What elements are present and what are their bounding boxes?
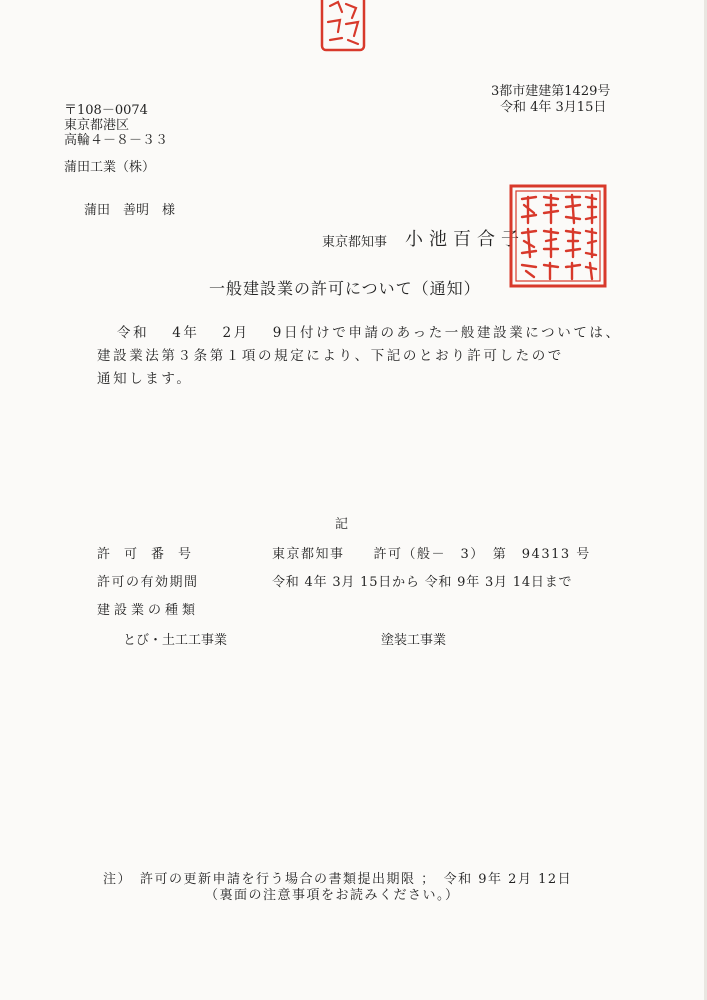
document-number: 3都市建建第1429号 (491, 84, 611, 99)
recipient-company: 蒲田工業（株） (64, 160, 156, 175)
validity-period-value: 令和 4年 3月 15日から 令和 9年 3月 14日まで (272, 575, 573, 590)
record-heading: 記 (335, 517, 349, 532)
sender-title: 東京都知事 (322, 235, 388, 250)
recipient-address-line1: 東京都港区 (64, 118, 130, 133)
renewal-deadline-note: 注） 許可の更新申請を行う場合の書類提出期限 ； 令和 9年 2月 12日 (103, 872, 573, 887)
business-type-item: 塗装工事業 (381, 633, 447, 648)
body-line-3: 通知します。 (97, 371, 193, 387)
recipient-address-line2: 高輪４－８－３３ (64, 133, 169, 148)
business-type-label: 建設業の種類 (97, 603, 200, 618)
body-line-1: 令和 4年 2月 9日付けで申請のあった一般建設業については、 (117, 325, 622, 341)
body-line-2: 建設業法第３条第１項の規定により、下記のとおり許可したので (97, 348, 564, 364)
governor-official-seal-stamp (508, 183, 608, 289)
recipient-person: 蒲田 善明 様 (84, 203, 176, 218)
permit-number-label: 許可番号 (97, 547, 206, 562)
document-date: 令和 4年 3月15日 (500, 100, 607, 115)
notice-subject: 一般建設業の許可について（通知） (209, 279, 481, 298)
validity-period-label: 許可の有効期間 (97, 575, 199, 590)
recipient-postal-code: 〒108－0074 (64, 103, 148, 118)
sender-name: 小池百合子 (405, 229, 525, 250)
reverse-side-note: （裏面の注意事項をお読みください。） (205, 888, 460, 903)
business-type-item: とび・土工工事業 (123, 633, 228, 648)
registration-seal-stamp (318, 0, 368, 54)
permit-number-value: 東京都知事 許可（般－ 3） 第 94313 号 (272, 547, 591, 562)
